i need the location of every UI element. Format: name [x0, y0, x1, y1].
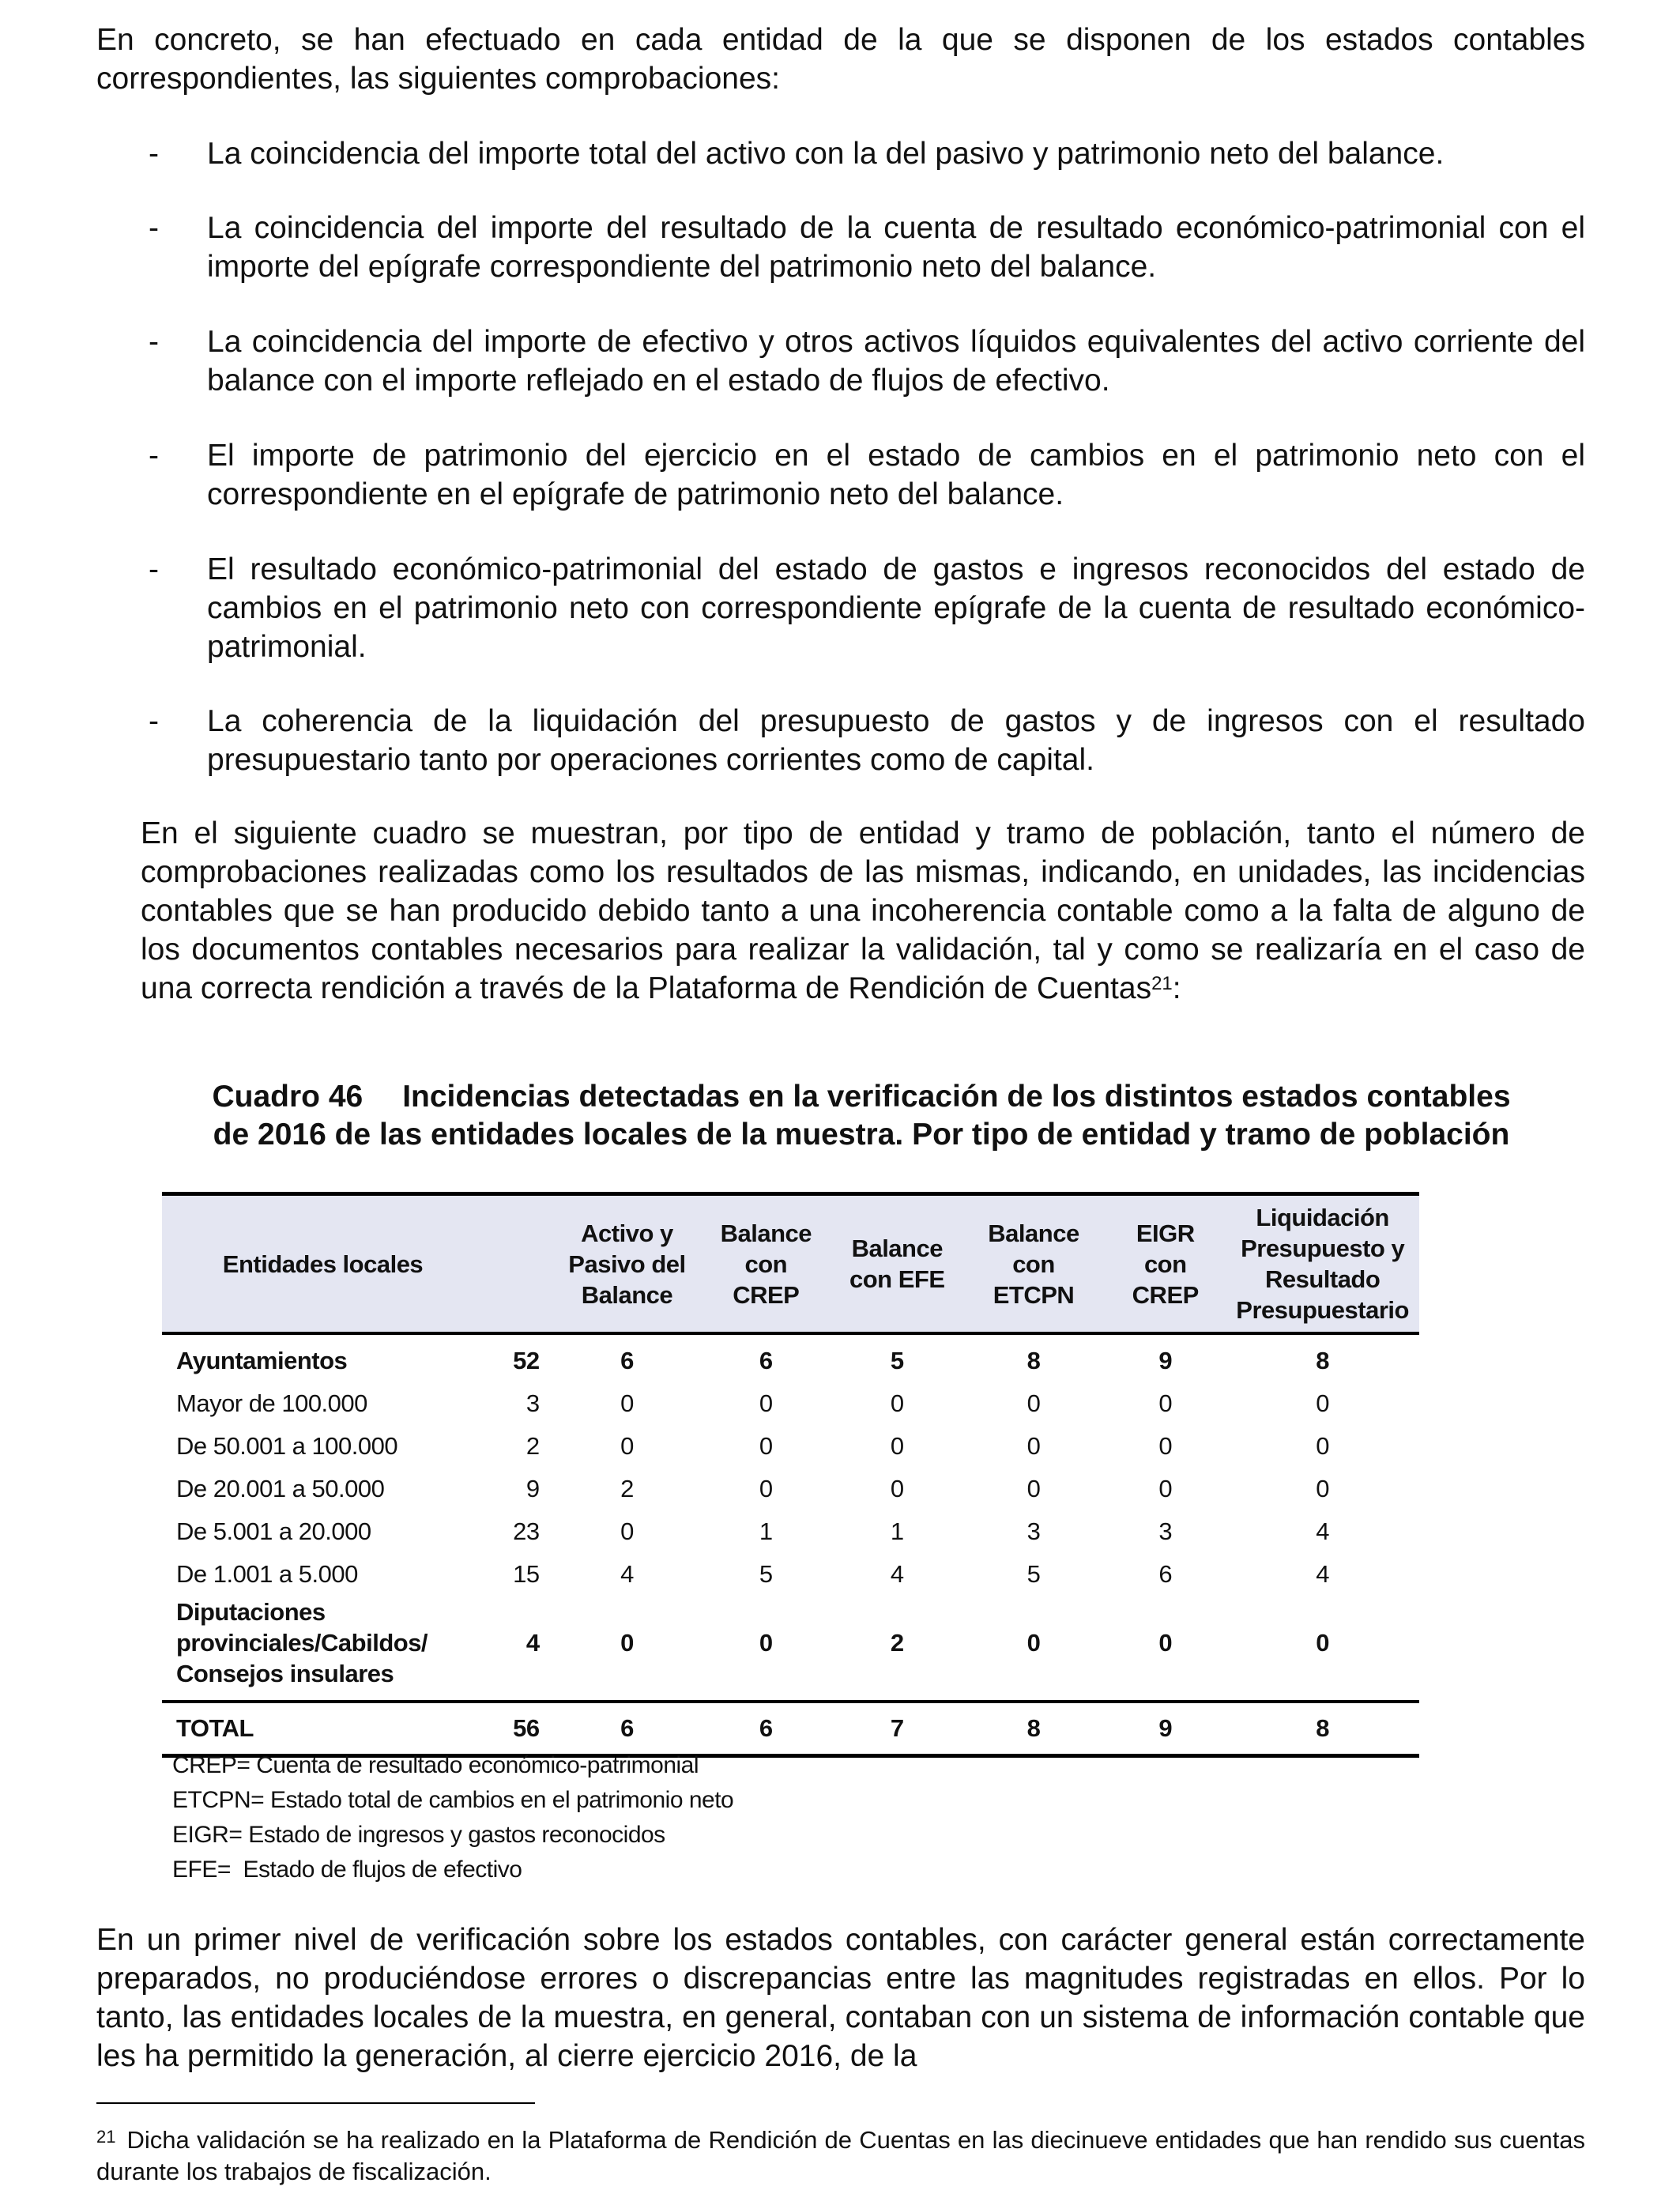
conclusion-paragraph: En un primer nivel de verificación sobre los estados contables, con carácter general están correctamente preparados, no produciéndose errores o discrepancias entre las magnitudes registradas en ellos. Por lo tanto, las entidades locales de la muestra, en general, contaban con un sistema de información contable que les ha permitido la generación, al cierre ejercicio 2016, de la: [96, 1923, 1585, 2073]
row-count: 3: [525, 1389, 540, 1417]
cell: 1: [890, 1517, 904, 1545]
caption-title-1: Incidencias detectadas en la verificación de los distintos estados contables: [402, 1080, 1511, 1114]
cell: 6: [620, 1347, 634, 1374]
bullet-text: La coincidencia del importe de efectivo y otros activos líquidos equivalentes del activo corriente del balance con el importe reflejado en el estado de flujos de efectivo.: [207, 325, 1585, 398]
cell: 8: [1316, 1347, 1330, 1374]
header-balance-etcpn: Balance con ETCPN: [962, 1194, 1105, 1334]
cell: 0: [1316, 1628, 1330, 1657]
row-label: De 1.001 a 5.000: [176, 1560, 358, 1588]
cell: 8: [1026, 1347, 1041, 1374]
cell: 0: [1316, 1475, 1330, 1502]
row-label: De 20.001 a 50.000: [176, 1475, 385, 1502]
bullet-text: La coincidencia del importe del resultado de la cuenta de resultado económico-patrimonial con el importe del epígrafe correspondiente del patrimonio neto del balance.: [207, 211, 1585, 284]
cell: 0: [759, 1389, 773, 1417]
bullet-text: La coherencia de la liquidación del presupuesto de gastos y de ingresos con el resultado presupuestario tanto por operaciones corrientes como de capital.: [207, 704, 1585, 777]
table-row: [162, 1468, 1534, 1510]
cell: 0: [759, 1475, 773, 1502]
note-line: CREP= Cuenta de resultado económico-patrimonial: [172, 1752, 699, 1778]
cell: 0: [890, 1389, 904, 1417]
cell: 0: [1026, 1389, 1041, 1417]
table-row: [162, 1553, 1534, 1596]
table-notes: [172, 1748, 733, 1887]
bullet-marker: -: [149, 704, 159, 738]
cell: 5: [890, 1347, 904, 1374]
cell: 3: [1158, 1517, 1173, 1545]
note-line: EIGR= Estado de ingresos y gastos reconocidos: [172, 1822, 665, 1848]
row-label: De 50.001 a 100.000: [176, 1432, 398, 1460]
total-cell: 8: [1226, 1702, 1419, 1756]
row-count: 52: [513, 1347, 540, 1374]
table-row: [162, 1382, 1534, 1425]
cell: 0: [759, 1432, 773, 1460]
row-label: Mayor de 100.000: [176, 1389, 367, 1417]
cell: 0: [1158, 1475, 1173, 1502]
table-row: [162, 1596, 1534, 1689]
table-spacer: [162, 1689, 1534, 1702]
header-count: [473, 1194, 554, 1334]
cell: 2: [620, 1475, 634, 1502]
table-header-row: [162, 1194, 1534, 1334]
header-eigr-crep: EIGR con CREP: [1105, 1194, 1226, 1334]
header-balance-crep: Balance con CREP: [700, 1194, 831, 1334]
cell: 0: [1026, 1475, 1041, 1502]
note-line: EFE= Estado de flujos de efectivo: [172, 1857, 522, 1883]
row-count: 4: [525, 1628, 540, 1657]
bullet-text: La coincidencia del importe total del activo con la del pasivo y patrimonio neto del balance.: [207, 137, 1445, 171]
cell: 0: [1026, 1628, 1041, 1657]
cell: 0: [1316, 1432, 1330, 1460]
intro-paragraph: En concreto, se han efectuado en cada entidad de la que se disponen de los estados contables correspondientes, las siguientes comprobaciones:: [96, 23, 1585, 96]
footnote-reference[interactable]: 21: [1151, 973, 1173, 994]
bullet-marker: -: [149, 211, 159, 245]
total-cell: 9: [1105, 1702, 1226, 1756]
cell: 9: [1158, 1347, 1173, 1374]
total-cell: 6: [700, 1702, 831, 1756]
caption-line-1: [126, 1078, 1596, 1116]
caption-label: Cuadro 46: [212, 1080, 363, 1114]
cell: 0: [620, 1432, 634, 1460]
total-count: 56: [473, 1702, 554, 1756]
row-label: Ayuntamientos: [176, 1347, 348, 1374]
bullet-marker: -: [149, 325, 159, 359]
cell: 4: [890, 1560, 904, 1588]
cell: 0: [620, 1628, 634, 1657]
cell: 2: [890, 1628, 904, 1657]
cell: 0: [1316, 1389, 1330, 1417]
bullet-marker: -: [149, 552, 159, 586]
note-line: ETCPN= Estado total de cambios en el patrimonio neto: [172, 1787, 734, 1813]
caption-title-2: de 2016 de las entidades locales de la muestra. Por tipo de entidad y tramo de población: [213, 1118, 1510, 1152]
footnote-text: Dicha validación se ha realizado en la Plataforma de Rendición de Cuentas en las diecinueve entidades que han rendido sus cuentas durante los trabajos de fiscalización.: [96, 2126, 1585, 2185]
footnote: [96, 2124, 1585, 2188]
cell: 5: [759, 1560, 773, 1588]
total-cell: 6: [554, 1702, 701, 1756]
row-count: 2: [525, 1432, 540, 1460]
row-count: 9: [525, 1475, 540, 1502]
table-intro-tail: :: [1172, 971, 1181, 1005]
header-balance-efe: Balance con EFE: [831, 1194, 962, 1334]
cell: 0: [1158, 1628, 1173, 1657]
cell: 4: [620, 1560, 634, 1588]
table-caption: [126, 1078, 1596, 1154]
cell: 6: [1158, 1560, 1173, 1588]
bullet-text: El importe de patrimonio del ejercicio en el estado de cambios en el patrimonio neto con el correspondiente en el epígrafe de patrimonio neto del balance.: [207, 439, 1585, 511]
table-row: [162, 1333, 1534, 1382]
cell: 6: [759, 1347, 773, 1374]
cell: 3: [1026, 1517, 1041, 1545]
footnote-divider: [96, 2102, 535, 2104]
cell: 0: [1158, 1389, 1173, 1417]
cell: 0: [620, 1517, 634, 1545]
table-intro-text: En el siguiente cuadro se muestran, por tipo de entidad y tramo de población, tanto el número de comprobaciones realizadas como los resultados de las mismas, indicando, en unidades, las incidencias contables que se han producido debido tanto a una incoherencia contable como a la falta de alguno de los documentos contables necesarios para realizar la validación, tal y como se realizaría en el caso de una correcta rendición a través de la Plataforma de Rendición de Cuentas: [141, 816, 1585, 1005]
row-count: 23: [513, 1517, 540, 1545]
bullet-text: El resultado económico-patrimonial del estado de gastos e ingresos reconocidos del estado de cambios en el patrimonio neto con correspondiente epígrafe de la cuenta de resultado económico-patrimonial.: [207, 552, 1585, 664]
footnote-number: 21: [96, 2127, 116, 2147]
total-cell: 8: [962, 1702, 1105, 1756]
cell: 4: [1316, 1560, 1330, 1588]
bullet-marker: -: [149, 137, 159, 171]
cell: 1: [759, 1517, 773, 1545]
cell: 0: [890, 1432, 904, 1460]
row-label: Diputaciones provinciales/Cabildos/ Consejos insulares: [176, 1597, 428, 1687]
cell: 0: [620, 1389, 634, 1417]
total-cell: 7: [831, 1702, 962, 1756]
row-label: De 5.001 a 20.000: [176, 1517, 371, 1545]
table-row: [162, 1510, 1534, 1553]
cell: 0: [1158, 1432, 1173, 1460]
total-label: TOTAL: [162, 1702, 473, 1756]
cell: 0: [890, 1475, 904, 1502]
cell: 5: [1026, 1560, 1041, 1588]
header-entities: Entidades locales: [162, 1194, 473, 1334]
bullet-marker: -: [149, 439, 159, 473]
cell: 0: [759, 1628, 773, 1657]
row-count: 15: [513, 1560, 540, 1588]
header-activo-pasivo: Activo y Pasivo del Balance: [554, 1194, 701, 1334]
header-liquidacion: Liquidación Presupuesto y Resultado Presupuestario: [1226, 1194, 1419, 1334]
table-row: [162, 1425, 1534, 1468]
cell: 4: [1316, 1517, 1330, 1545]
table-intro-paragraph: [141, 814, 1585, 1008]
incidences-table: [162, 1192, 1534, 1758]
cell: 0: [1026, 1432, 1041, 1460]
